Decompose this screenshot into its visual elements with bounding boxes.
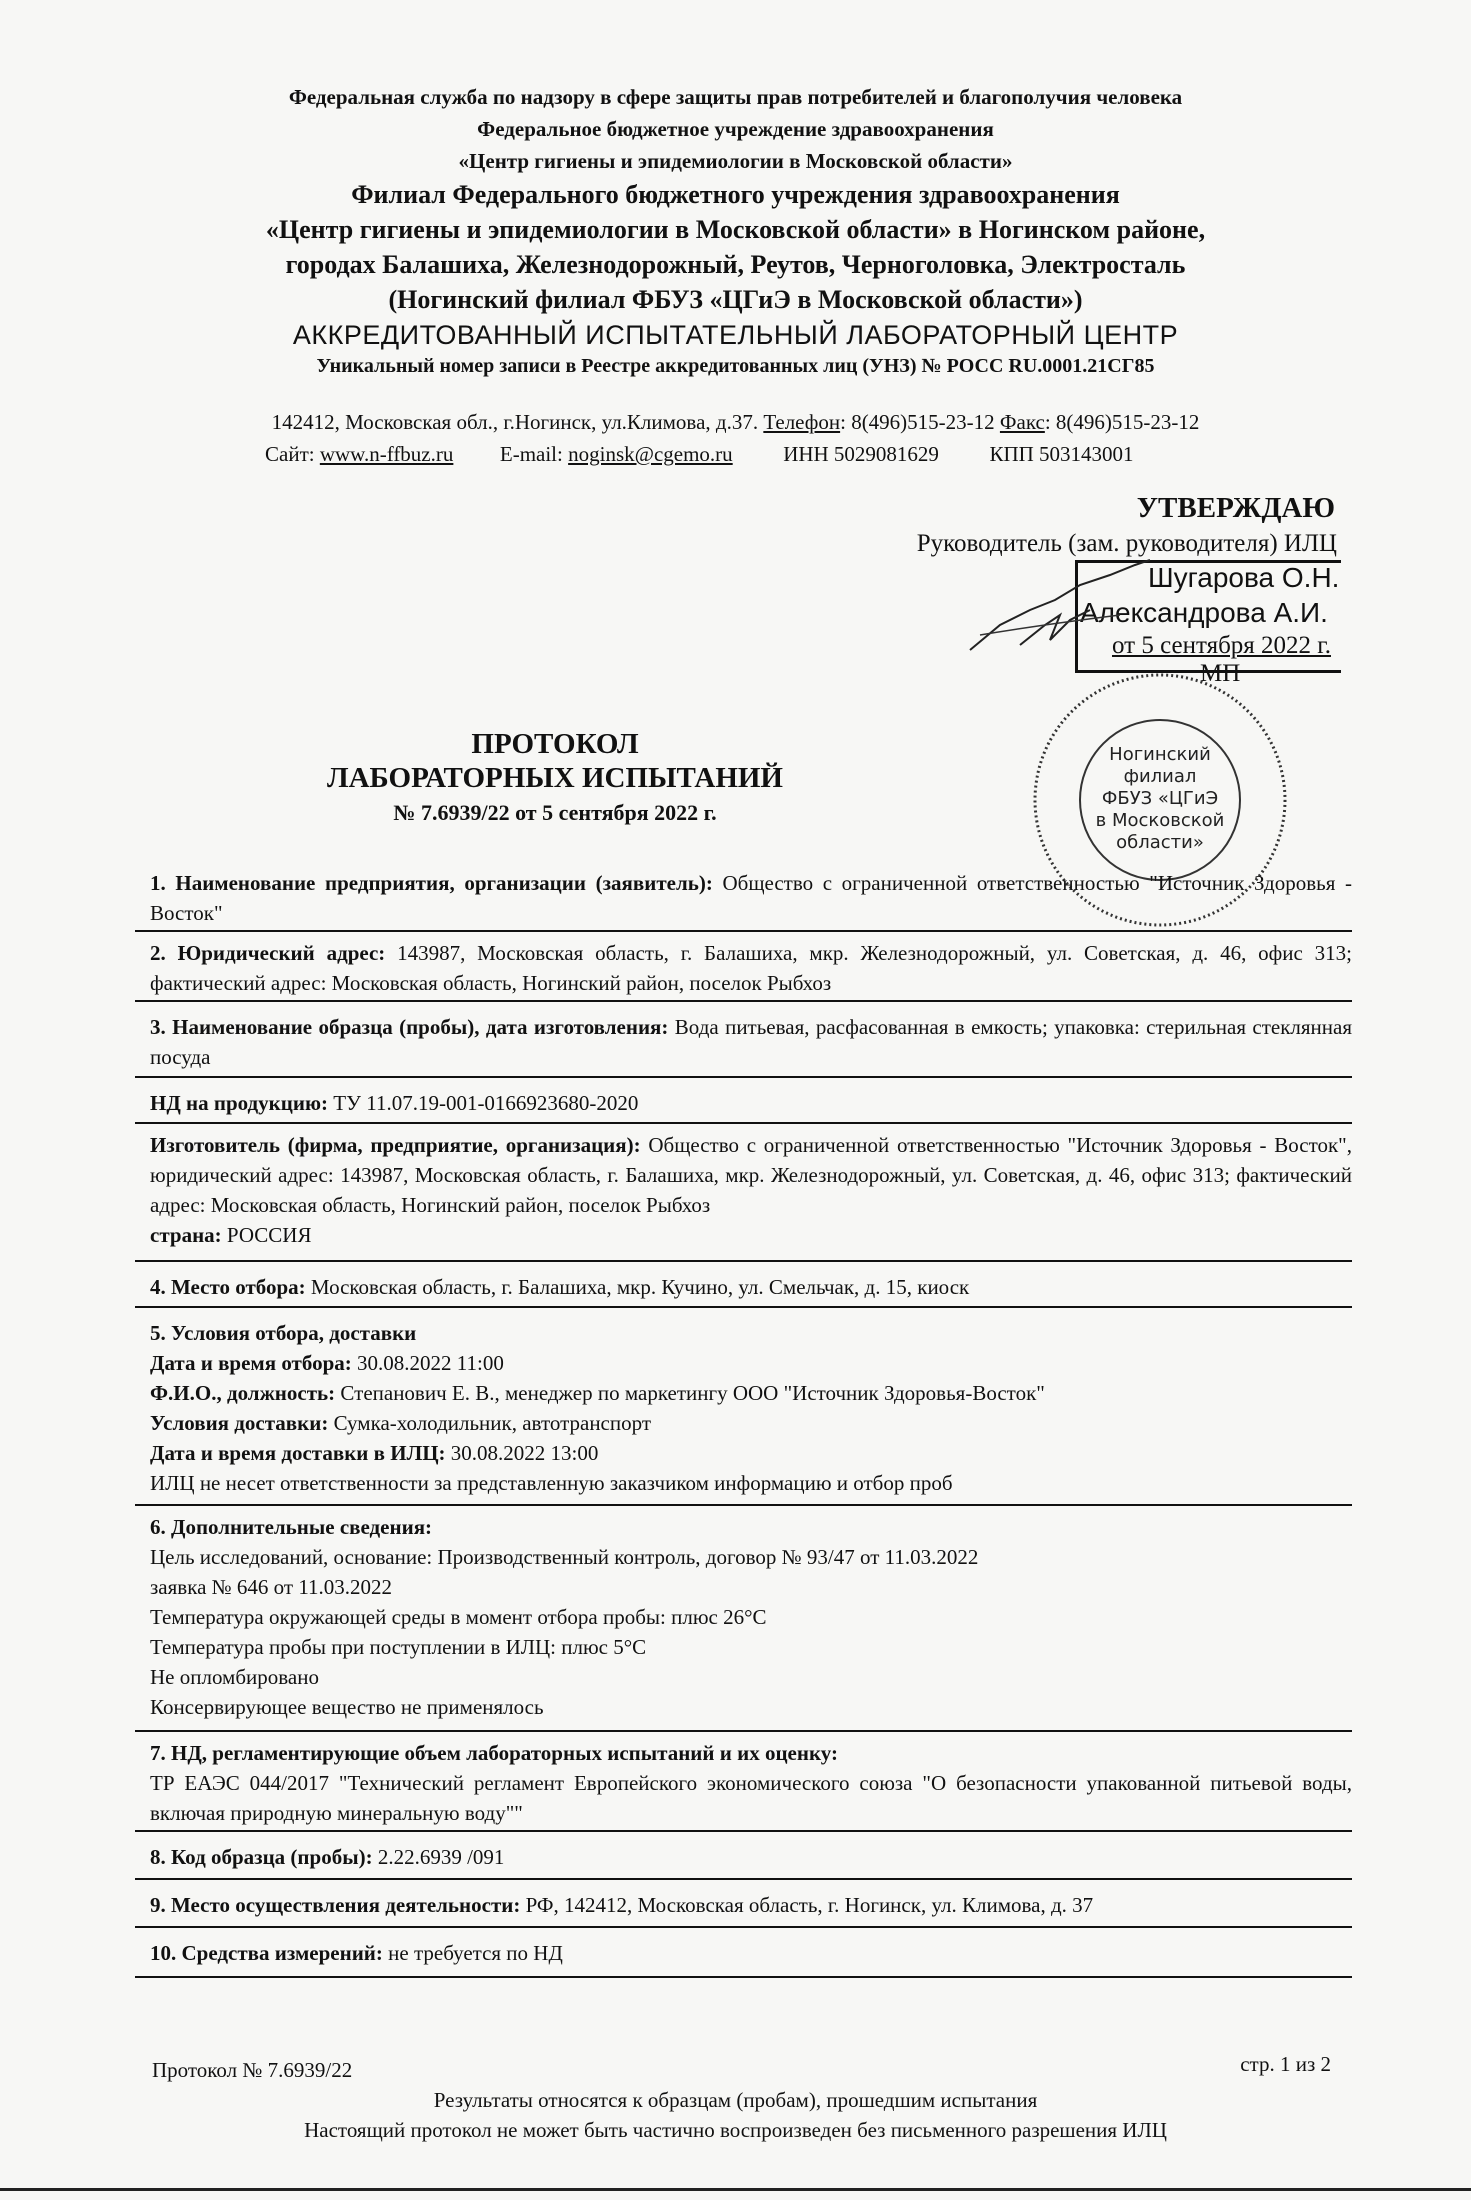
- section-legal-address: [150, 938, 1352, 998]
- divider: [135, 1122, 1352, 1124]
- divider: [135, 1830, 1352, 1832]
- approval-role: Руководитель (зам. руководителя) ИЛЦ: [916, 530, 1337, 557]
- approval-title: УТВЕРЖДАЮ: [1136, 492, 1335, 524]
- section-sample-code: [150, 1842, 1352, 1872]
- section-applicant: [150, 868, 1352, 928]
- phone: : 8(496)515-23-12: [840, 410, 995, 434]
- regulation-text: ТР ЕАЭС 044/2017 "Технический регламент Европейского экономического союза "О безопасности упакованной питьевой воды, включая природную минеральную воду"": [150, 1771, 1352, 1825]
- header-agency: Федеральная служба по надзору в сфере защиты прав потребителей и благополучия человека: [288, 85, 1183, 109]
- section-1-text: Общество с ограниченной ответственностью "Источник Здоровья - Восток": [150, 871, 1352, 925]
- delivery-conditions-label: Условия доставки:: [150, 1411, 329, 1435]
- section-2-label: 2. Юридический адрес:: [150, 941, 386, 965]
- phone-label: Телефон: [763, 410, 841, 434]
- protocol-title: ПРОТОКОЛ: [471, 728, 639, 760]
- stamp-line-3: ФБУЗ «ЦГиЭ: [1101, 788, 1219, 809]
- divider: [135, 1504, 1352, 1506]
- request-number: заявка № 646 от 11.03.2022: [150, 1575, 393, 1599]
- section-10-label: 10. Средства измерений:: [150, 1941, 383, 1965]
- delivery-date-label: Дата и время доставки в ИЛЦ:: [150, 1441, 446, 1465]
- address: 142412, Московская обл., г.Ногинск, ул.Климова, д.37.: [271, 410, 759, 434]
- section-4-text: Московская область, г. Балашиха, мкр. Кучино, ул. Смельчак, д. 15, киоск: [305, 1275, 970, 1299]
- fax-label: Факс: [999, 410, 1045, 434]
- stamp-line-2: филиал: [1123, 766, 1197, 787]
- approver-name-2: Александрова А.И.: [1080, 597, 1328, 628]
- branch-line-1: Филиал Федерального бюджетного учреждения здравоохранения: [351, 180, 1120, 209]
- site-label: Сайт:: [265, 442, 315, 466]
- section-4-label: 4. Место отбора:: [150, 1275, 306, 1299]
- sampling-date-label: Дата и время отбора:: [150, 1351, 352, 1375]
- divider: [135, 1076, 1352, 1078]
- email-label: E-mail:: [499, 442, 563, 466]
- ambient-temperature: Температура окружающей среды в момент отбора пробы: плюс 26°С: [150, 1605, 767, 1629]
- registry-number: Уникальный номер записи в Реестре аккредитованных лиц (УНЗ) № РОСС RU.0001.21СГ85: [316, 355, 1155, 377]
- protocol-subtitle: ЛАБОРАТОРНЫХ ИСПЫТАНИЙ: [327, 762, 783, 794]
- approver-name-1: Шугарова О.Н.: [1148, 562, 1340, 593]
- section-activity-place: [150, 1890, 1352, 1920]
- signature-icon: [960, 555, 1170, 665]
- nd-text: ТУ 11.07.19-001-0166923680-2020: [328, 1091, 639, 1115]
- manufacturer-text: Общество с ограниченной ответственностью "Источник Здоровья - Восток", юридический адрес: 143987, Московская область, г. Балашиха, мкр. Железнодорожный, ул. Советская, д. 46, офис 313; фактический адрес: Московская область, Ногинский район, поселок Рыбхоз: [150, 1133, 1352, 1217]
- divider: [135, 930, 1352, 932]
- section-sampling-conditions: [150, 1318, 1352, 1498]
- sampling-date: 30.08.2022 11:00: [351, 1351, 504, 1375]
- section-6-label: 6. Дополнительные сведения:: [150, 1515, 433, 1539]
- section-9-label: 9. Место осуществления деятельности:: [150, 1893, 521, 1917]
- footer-note-2: Настоящий протокол не может быть частично воспроизведен без письменного разрешения ИЛЦ: [304, 2118, 1167, 2142]
- stamp-line-1: Ногинский: [1109, 744, 1211, 765]
- protocol-number: № 7.6939/22 от 5 сентября 2022 г.: [393, 800, 717, 825]
- fax: : 8(496)515-23-12: [1044, 410, 1200, 434]
- footer-note-1: Результаты относятся к образцам (пробам), прошедшим испытания: [433, 2088, 1038, 2112]
- divider: [135, 1000, 1352, 1002]
- branch-line-3: городах Балашиха, Железнодорожный, Реутов, Черноголовка, Электросталь: [285, 250, 1186, 279]
- delivery-date: 30.08.2022 13:00: [445, 1441, 599, 1465]
- section-manufacturer: [150, 1130, 1352, 1220]
- responsible: Степанович Е. В., менеджер по маркетингу ООО "Источник Здоровья-Восток": [335, 1381, 1045, 1405]
- responsibility-note: ИЛЦ не несет ответственности за представленную заказчиком информацию и отбор проб: [150, 1471, 953, 1495]
- mp-label: МП: [1200, 660, 1241, 687]
- footer-page-number: стр. 1 из 2: [1240, 2052, 1331, 2076]
- preservative-status: Консервирующее вещество не применялось: [150, 1695, 544, 1719]
- approval-date: от 5 сентября 2022 г.: [1112, 632, 1331, 659]
- section-additional-info: [150, 1512, 1352, 1722]
- divider: [135, 1260, 1352, 1262]
- section-3-text: Вода питьевая, расфасованная в емкость; упаковка: стерильная стеклянная посуда: [150, 1015, 1352, 1069]
- contact-line-1: [0, 410, 1471, 435]
- divider: [135, 1306, 1352, 1308]
- stamp-line-5: области»: [1116, 832, 1204, 853]
- divider: [135, 1976, 1352, 1978]
- accredited-center: АККРЕДИТОВАННЫЙ ИСПЫТАТЕЛЬНЫЙ ЛАБОРАТОРНЫЙ ЦЕНТР: [292, 320, 1179, 350]
- section-10-text: не требуется по НД: [382, 1941, 563, 1965]
- responsible-label: Ф.И.О., должность:: [150, 1381, 336, 1405]
- section-sampling-place: [150, 1272, 1352, 1302]
- section-8-text: 2.22.6939 /091: [372, 1845, 505, 1869]
- section-1-label: 1. Наименование предприятия, организации (заявитель):: [150, 871, 713, 895]
- page-bottom-edge: [0, 2188, 1471, 2191]
- section-regulations: [150, 1738, 1352, 1828]
- branch-line-4: (Ногинский филиал ФБУЗ «ЦГиЭ в Московской области»): [388, 285, 1083, 314]
- email-link[interactable]: noginsk@cgemo.ru: [568, 442, 733, 466]
- research-purpose: Цель исследований, основание: Производственный контроль, договор № 93/47 от 11.03.2022: [150, 1545, 979, 1569]
- country-text: РОССИЯ: [221, 1223, 312, 1247]
- footer-protocol-number: Протокол № 7.6939/22: [152, 2058, 353, 2082]
- country-label: страна:: [150, 1223, 222, 1247]
- header-center: «Центр гигиены и эпидемиологии в Московской области»: [458, 149, 1013, 173]
- delivery-conditions: Сумка-холодильник, автотранспорт: [328, 1411, 652, 1435]
- nd-label: НД на продукцию:: [150, 1091, 329, 1115]
- section-product-nd: [150, 1088, 1352, 1118]
- inn: ИНН 5029081629: [783, 442, 939, 466]
- sample-temperature: Температура пробы при поступлении в ИЛЦ: плюс 5°С: [150, 1635, 647, 1659]
- section-9-text: РФ, 142412, Московская область, г. Ногинск, ул. Климова, д. 37: [520, 1893, 1094, 1917]
- divider: [135, 1730, 1352, 1732]
- kpp: КПП 503143001: [989, 442, 1134, 466]
- stamp-line-4: в Московской: [1095, 810, 1225, 831]
- section-2-text: 143987, Московская область, г. Балашиха, мкр. Железнодорожный, ул. Советская, д. 46, офис 313; фактический адрес: Московская область, Ногинский район, поселок Рыбхоз: [150, 941, 1352, 995]
- divider: [135, 1926, 1352, 1928]
- header-institution: Федеральное бюджетное учреждение здравоохранения: [477, 117, 994, 141]
- section-5-label: 5. Условия отбора, доставки: [150, 1321, 417, 1345]
- section-7-label: 7. НД, регламентирующие объем лабораторных испытаний и их оценку:: [150, 1741, 838, 1765]
- sealing-status: Не опломбировано: [150, 1665, 319, 1689]
- section-country: [150, 1220, 1352, 1250]
- manufacturer-label: Изготовитель (фирма, предприятие, организация):: [150, 1133, 641, 1157]
- section-sample-name: [150, 1012, 1352, 1072]
- branch-line-2: «Центр гигиены и эпидемиологии в Московской области» в Ногинском районе,: [265, 215, 1206, 244]
- contact-line-2: [265, 442, 1134, 467]
- divider: [135, 1878, 1352, 1880]
- section-instruments: [150, 1938, 1352, 1968]
- section-8-label: 8. Код образца (пробы):: [150, 1845, 373, 1869]
- site-link[interactable]: www.n-ffbuz.ru: [319, 442, 454, 466]
- section-3-label: 3. Наименование образца (пробы), дата изготовления:: [150, 1015, 669, 1039]
